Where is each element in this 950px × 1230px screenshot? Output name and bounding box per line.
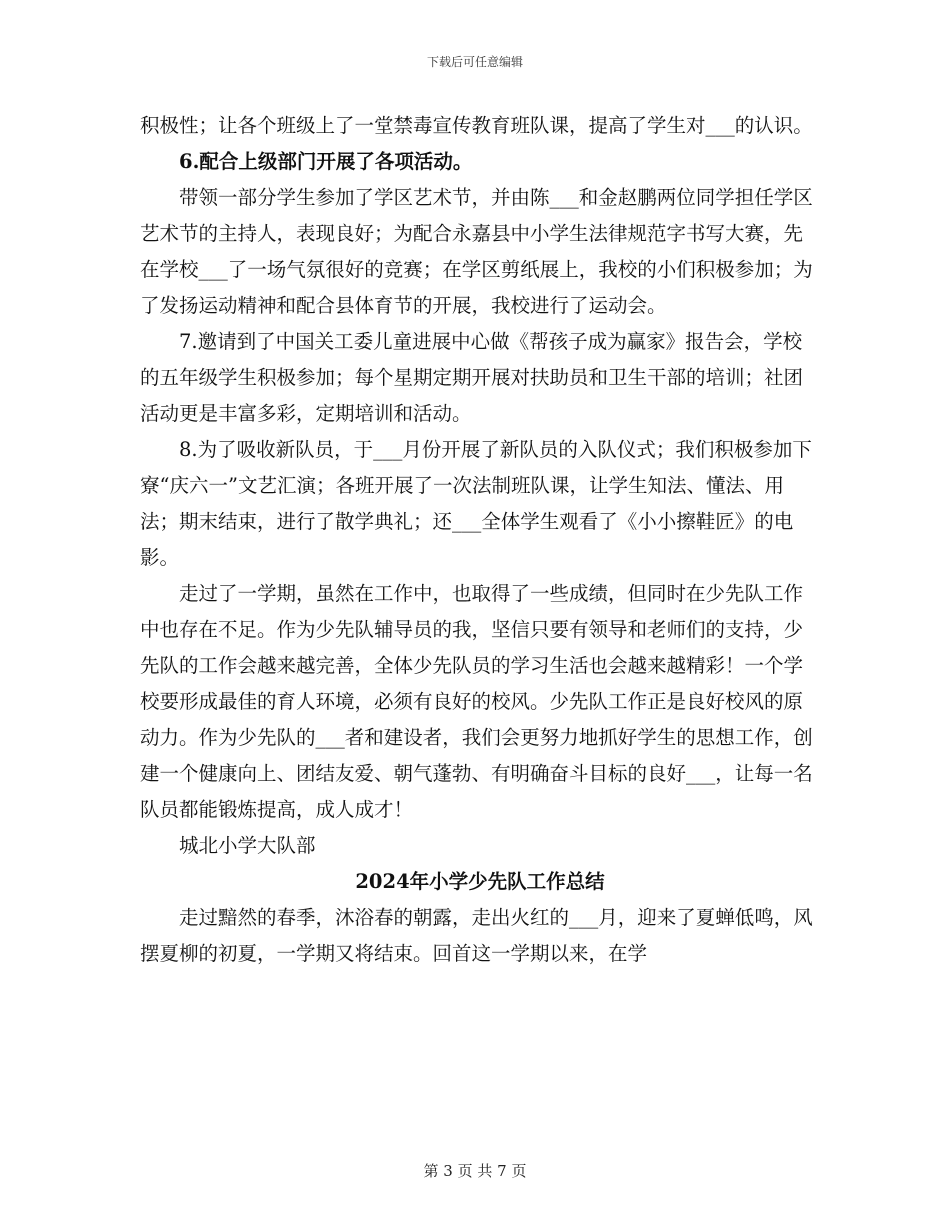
document-body bbox=[140, 108, 820, 972]
paragraph-item-8: 8.为了吸收新队员，于___月份开展了新队员的入队仪式；我们积极参加下寮“庆六一”文艺汇演；各班开展了一次法制班队课，让学生知法、懂法、用法；期末结束，进行了散学典礼；还___全体学生观看了《小小擦鞋匠》的电影。 bbox=[140, 438, 812, 569]
item-heading-6: 6.配合上级部门开展了各项活动。 bbox=[179, 150, 473, 173]
page-footer: 第 3 页 共 7 页 bbox=[423, 1162, 527, 1180]
paragraph-activities: 带领一部分学生参加了学区艺术节，并由陈___和金赵鹏两位同学担任学区艺术节的主持人，表现良好；为配合永嘉县中小学生法律规范字书写大赛，先在学校___了一场气氛很好的竞赛；在学区剪纸展上，我校的小们积极参加；为了发扬运动精神和配合县体育节的开展，我校进行了运动会。 bbox=[140, 186, 813, 317]
paragraph-summary: 走过了一学期，虽然在工作中，也取得了一些成绩，但同时在少先队工作中也存在不足。作为少先队辅导员的我，坚信只要有领导和老师们的支持，少先队的工作会越来越完善，全体少先队员的学习生活也会越来越精彩！一个学校要形成最佳的育人环境，必须有良好的校风。少先队工作正是良好校风的原动力。作为少先队的___者和建设者，我们会更努力地抓好学生的思想工作，创建一个健康向上、团结友爱、朝气蓬勃、有明确奋斗目标的良好___，让每一名队员都能锻炼提高，成人成才！ bbox=[140, 582, 813, 821]
paragraph-item-7: 7.邀请到了中国关工委儿童进展中心做《帮孩子成为赢家》报告会，学校的五年级学生积极参加；每个星期定期开展对扶助员和卫生干部的培训；社团活动更是丰富多彩，定期培训和活动。 bbox=[140, 330, 804, 425]
section-title: 2024年小学少先队工作总结 bbox=[355, 870, 605, 893]
paragraph-continuation: 积极性；让各个班级上了一堂禁毒宣传教育班队课，提高了学生对___的认识。 bbox=[140, 114, 813, 137]
paragraph-section-intro: 走过黯然的春季，沐浴春的朝露，走出火红的___月，迎来了夏蝉低鸣，风摆夏柳的初夏，一学期又将结束。回首这一学期以来，在学 bbox=[140, 906, 813, 965]
signature-line: 城北小学大队部 bbox=[179, 834, 316, 857]
page-header: 下载后可任意编辑 bbox=[426, 55, 523, 69]
